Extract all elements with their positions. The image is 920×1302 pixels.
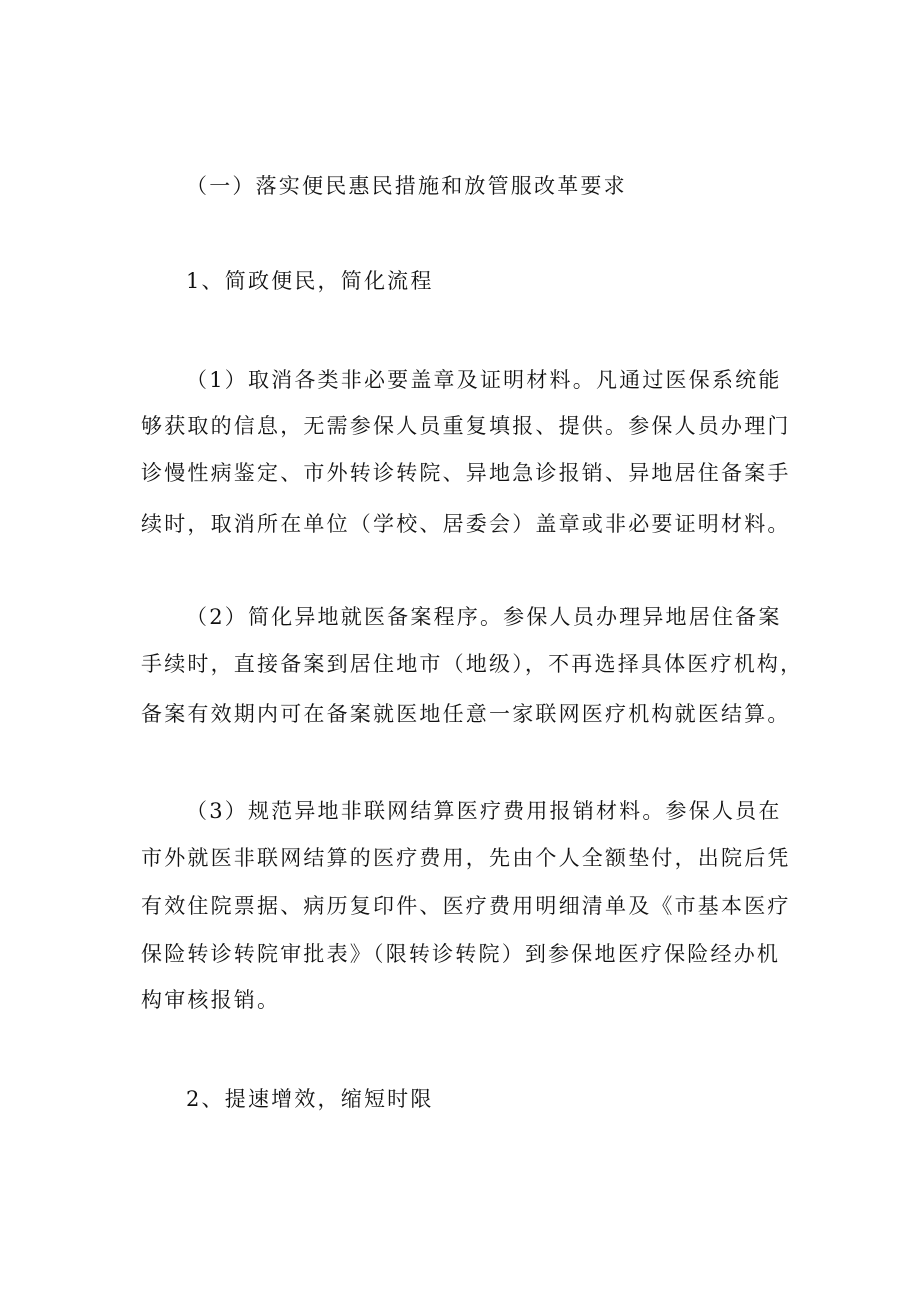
paragraph-line: 备案有效期内可在备案就医地任意一家联网医疗机构就医结算。 <box>141 702 791 726</box>
paragraph-line: 够获取的信息，无需参保人员重复填报、提供。参保人员办理门 <box>141 414 791 438</box>
paragraph-line: （1）取消各类非必要盖章及证明材料。凡通过医保系统能 <box>186 368 782 392</box>
paragraph-line: 诊慢性病鉴定、市外转诊转院、异地急诊报销、异地居住备案手 <box>141 461 791 485</box>
subsection-heading-1: 1、简政便民，简化流程 <box>186 269 434 293</box>
section-heading: （一）落实便民惠民措施和放管服改革要求 <box>186 174 627 198</box>
paragraph-line: 续时，取消所在单位（学校、居委会）盖章或非必要证明材料。 <box>141 512 791 536</box>
paragraph-line: 构审核报销。 <box>141 988 281 1012</box>
subsection-heading-2: 2、提速增效，缩短时限 <box>186 1087 434 1111</box>
paragraph-line: 有效住院票据、病历复印件、医疗费用明细清单及《市基本医疗 <box>141 894 791 918</box>
paragraph-line: 手续时，直接备案到居住地市（地级），不再选择具体医疗机构， <box>141 652 804 676</box>
paragraph-line: （3）规范异地非联网结算医疗费用报销材料。参保人员在 <box>186 799 782 823</box>
paragraph-line: 保险转诊转院审批表》（限转诊转院）到参保地医疗保险经办机 <box>141 942 781 966</box>
paragraph-line: 市外就医非联网结算的医疗费用，先由个人全额垫付，出院后凭 <box>141 846 791 870</box>
paragraph-line: （2）简化异地就医备案程序。参保人员办理异地居住备案 <box>186 605 782 629</box>
